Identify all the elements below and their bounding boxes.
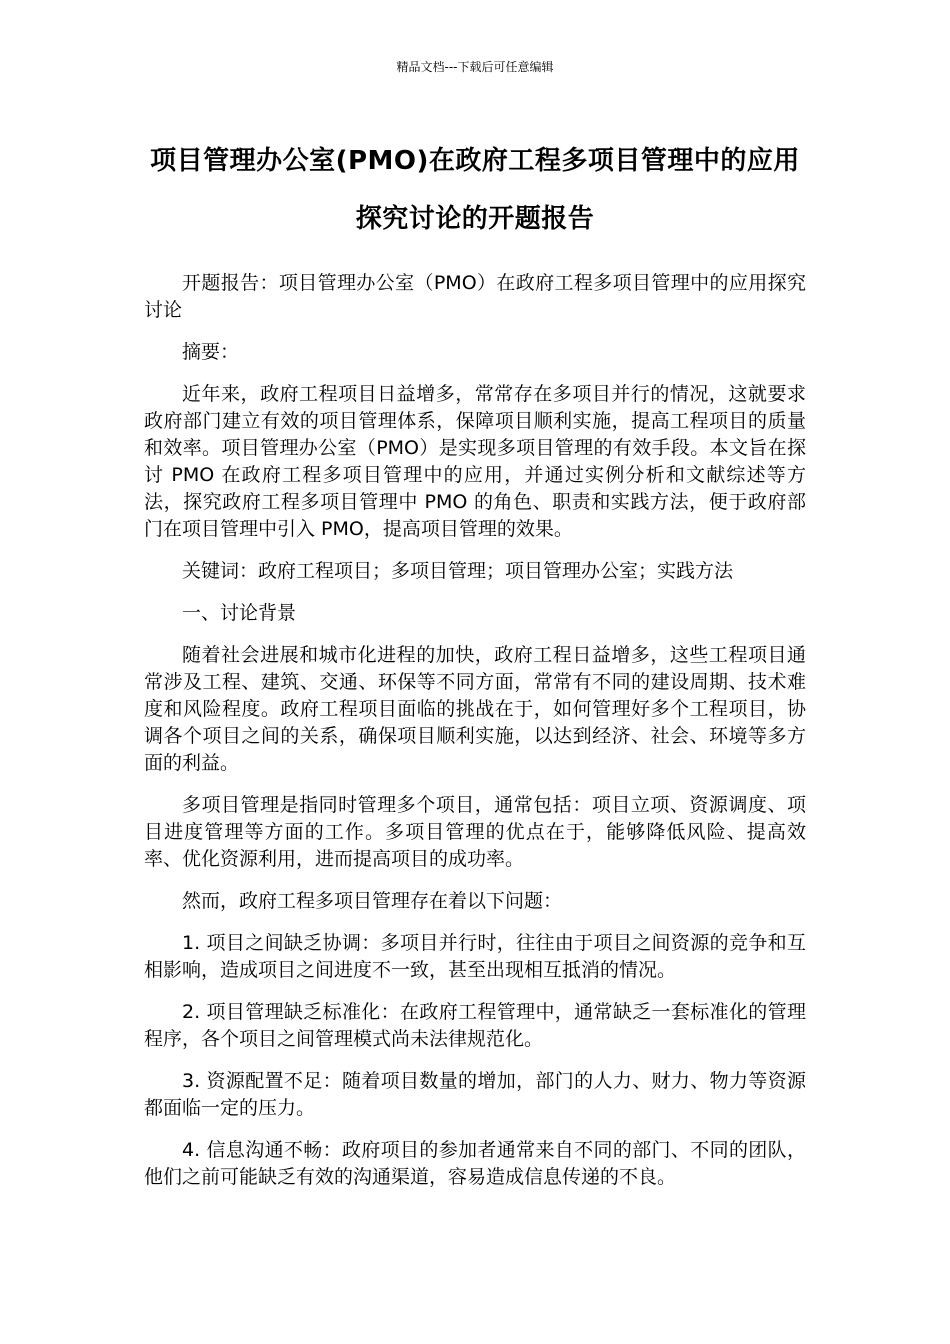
paragraph-problems-intro: 然而，政府工程多项目管理存在着以下问题：	[182, 890, 563, 912]
list-item-problem-3: 3. 资源配置不足：随着项目数量的增加，部门的人力、财力、物力等资源都面临一定的压力。	[144, 1070, 806, 1119]
document-title: 项目管理办公室(PMO)在政府工程多项目管理中的应用探究讨论的开题报告	[150, 146, 800, 234]
paragraph-keywords: 关键词：政府工程项目；多项目管理；项目管理办公室；实践方法	[182, 560, 734, 582]
paragraph-report-topic: 开题报告：项目管理办公室（PMO）在政府工程多项目管理中的应用探究讨论	[144, 272, 806, 321]
paragraph-abstract-heading: 摘要：	[182, 341, 240, 363]
paragraph-abstract: 近年来，政府工程项目日益增多，常常存在多项目并行的情况，这就要求政府部门建立有效的项目管理体系，保障项目顺利实施，提高工程项目的质量和效率。项目管理办公室（PMO）是实现多项目管理的有效手段。本文旨在探讨 PMO 在政府工程多项目管理中的应用，并通过实例分析和文献综述等方法，探究政府工程多项目管理中 PMO 的角色、职责和实践方法，便于政府部门在项目管理中引入 PMO，提高项目管理的效果。	[144, 383, 806, 540]
list-item-problem-2: 2. 项目管理缺乏标准化：在政府工程管理中，通常缺乏一套标准化的管理程序，各个项目之间管理模式尚未法律规范化。	[144, 1001, 806, 1050]
document-body	[144, 270, 806, 1206]
paragraph-multi-project: 多项目管理是指同时管理多个项目，通常包括：项目立项、资源调度、项目进度管理等方面的工作。多项目管理的优点在于，能够降低风险、提高效率、优化资源利用，进而提高项目的成功率。	[144, 794, 806, 870]
list-item-problem-1: 1. 项目之间缺乏协调：多项目并行时，往往由于项目之间资源的竞争和互相影响，造成项目之间进度不一致，甚至出现相互抵消的情况。	[144, 932, 806, 981]
section-heading-background: 一、讨论背景	[182, 602, 297, 624]
header-note: 精品文档---下载后可任意编辑	[396, 60, 554, 74]
list-item-problem-4: 4. 信息沟通不畅：政府项目的参加者通常来自不同的部门、不同的团队，他们之前可能缺乏有效的沟通渠道，容易造成信息传递的不良。	[144, 1139, 806, 1188]
paragraph-background: 随着社会进展和城市化进程的加快，政府工程日益增多，这些工程项目通常涉及工程、建筑、交通、环保等不同方面，常常有不同的建设周期、技术难度和风险程度。政府工程项目面临的挑战在于，如何管理好多个工程项目，协调各个项目之间的关系，确保项目顺利实施，以达到经济、社会、环境等多方面的利益。	[144, 644, 806, 774]
